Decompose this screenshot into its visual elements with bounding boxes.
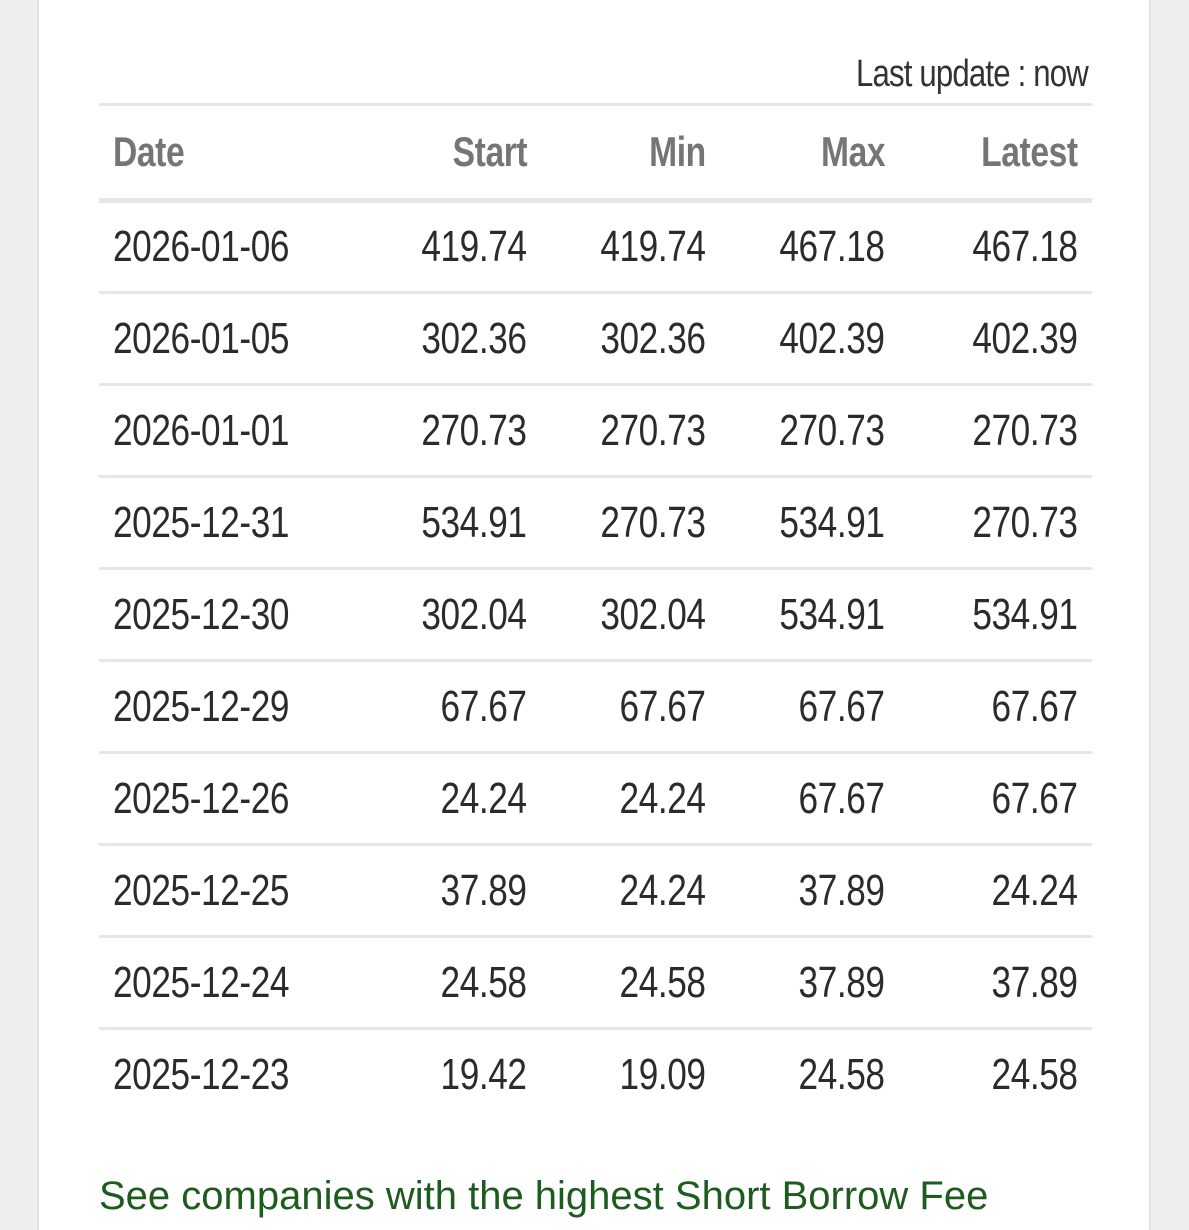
- cell-latest: 24.58: [991, 1050, 1078, 1100]
- cell-start: 302.36: [421, 313, 527, 363]
- cell-latest: 534.91: [972, 589, 1078, 639]
- cell-date: 2025-12-30: [113, 589, 290, 639]
- table-row: [99, 661, 1092, 753]
- cell-max: 37.89: [798, 865, 885, 915]
- last-update-label: Last update : now: [855, 53, 1088, 95]
- cell-date: 2025-12-29: [113, 681, 290, 731]
- table-row: [99, 385, 1092, 477]
- table-row: [99, 753, 1092, 845]
- column-header-date: Date: [113, 128, 185, 175]
- cell-latest: 270.73: [972, 405, 1078, 455]
- cell-date: 2026-01-06: [113, 222, 290, 271]
- cell-max: 467.18: [779, 222, 885, 271]
- cell-start: 419.74: [421, 222, 527, 271]
- cell-start: 302.04: [421, 589, 527, 639]
- table-row: [99, 477, 1092, 569]
- cell-date: 2026-01-05: [113, 313, 290, 363]
- cell-date: 2025-12-26: [113, 773, 290, 823]
- cell-start: 270.73: [421, 405, 527, 455]
- cell-latest: 467.18: [972, 222, 1078, 271]
- cell-max: 37.89: [798, 957, 885, 1007]
- column-header-latest: Latest: [981, 128, 1078, 175]
- column-header-max: Max: [820, 128, 885, 175]
- cell-min: 302.36: [600, 313, 706, 363]
- cell-latest: 402.39: [972, 313, 1078, 363]
- cell-latest: 67.67: [991, 681, 1078, 731]
- fee-history-table: [99, 103, 1092, 1121]
- column-header-min: Min: [649, 128, 706, 175]
- short-borrow-fee-card: [37, 0, 1151, 1230]
- cell-max: 24.58: [798, 1050, 885, 1100]
- cell-latest: 270.73: [972, 497, 1078, 547]
- cell-max: 67.67: [798, 681, 885, 731]
- cell-start: 67.67: [440, 681, 527, 731]
- header-row: [99, 105, 1092, 201]
- cell-min: 270.73: [600, 497, 706, 547]
- cell-latest: 37.89: [991, 957, 1078, 1007]
- cell-start: 37.89: [440, 865, 527, 915]
- cell-start: 19.42: [440, 1050, 527, 1100]
- cell-max: 534.91: [779, 497, 885, 547]
- cell-date: 2025-12-25: [113, 865, 290, 915]
- cell-date: 2025-12-23: [113, 1050, 290, 1100]
- column-header-start: Start: [452, 128, 527, 175]
- cell-start: 534.91: [421, 497, 527, 547]
- cell-min: 67.67: [619, 681, 706, 731]
- cell-min: 24.58: [619, 957, 706, 1007]
- cell-max: 402.39: [779, 313, 885, 363]
- cell-min: 419.74: [600, 222, 706, 271]
- cell-max: 270.73: [779, 405, 885, 455]
- table-row: [99, 293, 1092, 385]
- cell-date: 2026-01-01: [113, 405, 290, 455]
- table-header: [99, 105, 1092, 201]
- fee-history-table-container: [99, 103, 1092, 1121]
- table-row: [99, 201, 1092, 293]
- cell-date: 2025-12-24: [113, 957, 290, 1007]
- cell-start: 24.58: [440, 957, 527, 1007]
- cell-min: 302.04: [600, 589, 706, 639]
- cell-max: 534.91: [779, 589, 885, 639]
- cell-min: 270.73: [600, 405, 706, 455]
- cell-min: 24.24: [619, 865, 706, 915]
- table-row: [99, 569, 1092, 661]
- table-row: [99, 937, 1092, 1029]
- cell-start: 24.24: [440, 773, 527, 823]
- cell-latest: 24.24: [991, 865, 1078, 915]
- highest-short-borrow-fee-link[interactable]: See companies with the highest Short Borrow Fee: [99, 1174, 989, 1218]
- cell-latest: 67.67: [991, 773, 1078, 823]
- table-row: [99, 1029, 1092, 1121]
- table-row: [99, 845, 1092, 937]
- cell-max: 67.67: [798, 773, 885, 823]
- cell-date: 2025-12-31: [113, 497, 290, 547]
- cell-min: 24.24: [619, 773, 706, 823]
- table-body: [99, 201, 1092, 1121]
- cell-min: 19.09: [619, 1050, 706, 1100]
